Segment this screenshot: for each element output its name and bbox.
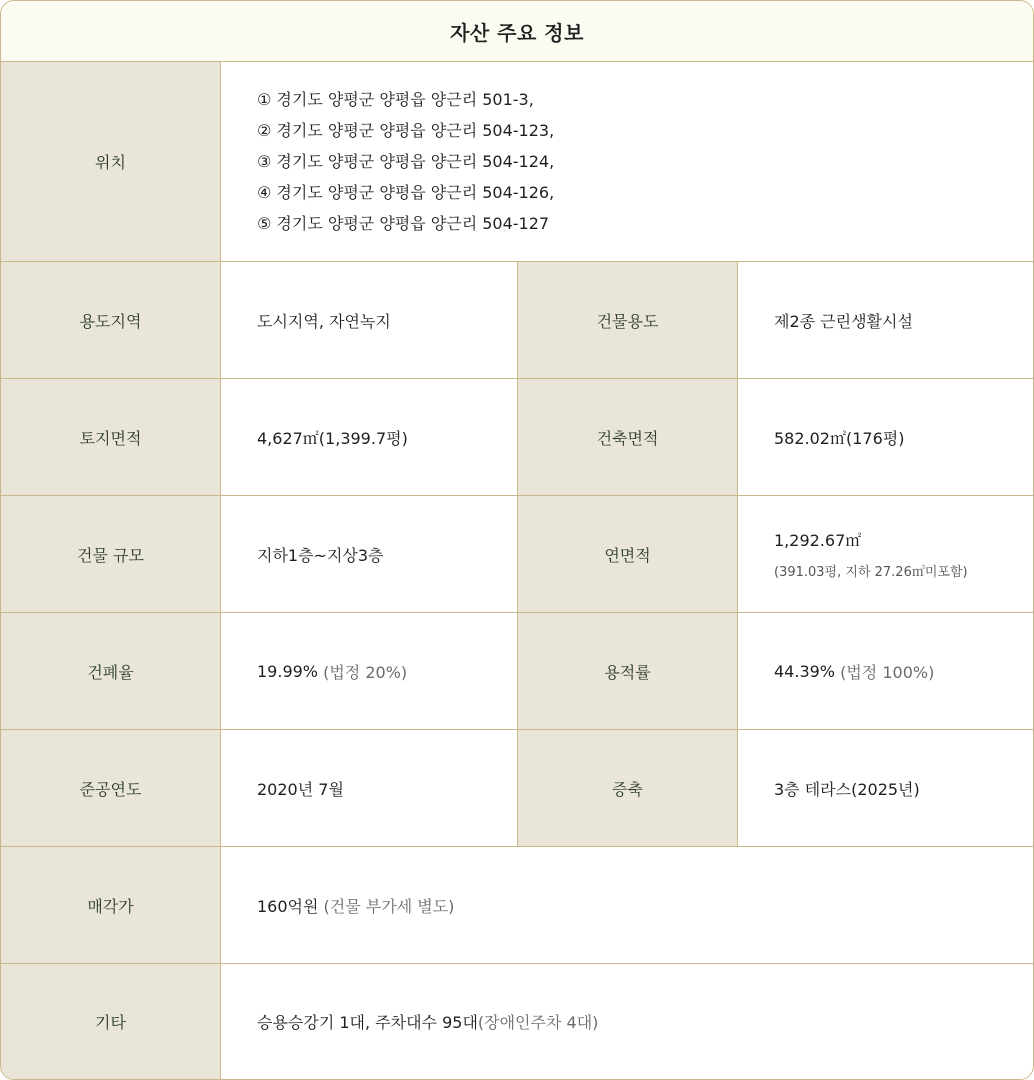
location-list — [257, 90, 554, 234]
row-price — [1, 847, 1033, 964]
table-header — [1, 1, 1033, 62]
row-other — [1, 964, 1033, 1079]
row-completion — [1, 730, 1033, 847]
value-building-use: 제2종 근린생활시설 — [774, 311, 913, 331]
location-item-4: ④ 경기도 양평군 양평읍 양근리 504-126, — [257, 182, 555, 202]
table-title: 자산 주요 정보 — [450, 20, 584, 45]
price-note: (건물 부가세 별도) — [323, 896, 455, 916]
location-item-3: ③ 경기도 양평군 양평읍 양근리 504-124, — [257, 151, 555, 171]
label-extension: 증축 — [518, 730, 738, 846]
coverage-note: (법정 20%) — [323, 662, 408, 682]
value-price — [221, 847, 1033, 963]
row-scale — [1, 496, 1033, 613]
row-area — [1, 379, 1033, 496]
label-coverage: 건폐율 — [1, 613, 221, 729]
value-zoning: 도시지역, 자연녹지 — [221, 262, 518, 378]
label-scale: 건물 규모 — [1, 496, 221, 612]
label-completion: 준공연도 — [1, 730, 221, 846]
label-price: 매각가 — [1, 847, 221, 963]
value-other — [221, 964, 1033, 1079]
other-note: (장애인주차 4대) — [477, 1013, 599, 1032]
value-coverage — [221, 613, 518, 729]
row-ratio — [1, 613, 1033, 730]
value-far — [738, 613, 1033, 729]
other-value: 승용승강기 1대, 주차대수 95대 — [257, 1013, 478, 1032]
value-building-area: 582.02㎡(176평) — [774, 428, 905, 448]
label-other: 기타 — [1, 964, 221, 1079]
location-item-1: ① 경기도 양평군 양평읍 양근리 501-3, — [257, 89, 534, 109]
value-land-area: 4,627㎡(1,399.7평) — [221, 379, 518, 495]
value-floor-area — [738, 496, 1033, 612]
value-completion: 2020년 7월 — [221, 730, 518, 846]
value-location — [221, 62, 1033, 261]
label-far: 용적률 — [518, 613, 738, 729]
label-building-use: 건물용도 — [518, 262, 738, 378]
far-value: 44.39% — [774, 661, 836, 681]
label-location: 위치 — [1, 62, 221, 261]
value-extension: 3층 테라스(2025년) — [774, 779, 920, 799]
location-item-2: ② 경기도 양평군 양평읍 양근리 504-123, — [257, 120, 555, 140]
label-floor-area: 연면적 — [518, 496, 738, 612]
far-note: (법정 100%) — [840, 662, 935, 682]
floor-area-main: 1,292.67㎡ — [774, 531, 862, 550]
row-zoning — [1, 262, 1033, 379]
label-building-area: 건축면적 — [518, 379, 738, 495]
location-item-5: ⑤ 경기도 양평군 양평읍 양근리 504-127 — [257, 213, 550, 233]
value-scale: 지하1층~지상3층 — [221, 496, 518, 612]
label-zoning: 용도지역 — [1, 262, 221, 378]
row-location — [1, 62, 1033, 262]
floor-area-note: (391.03평, 지하 27.26㎡미포함) — [774, 565, 968, 580]
price-value: 160억원 — [257, 896, 319, 916]
label-land-area: 토지면적 — [1, 379, 221, 495]
coverage-value: 19.99% — [257, 661, 319, 681]
